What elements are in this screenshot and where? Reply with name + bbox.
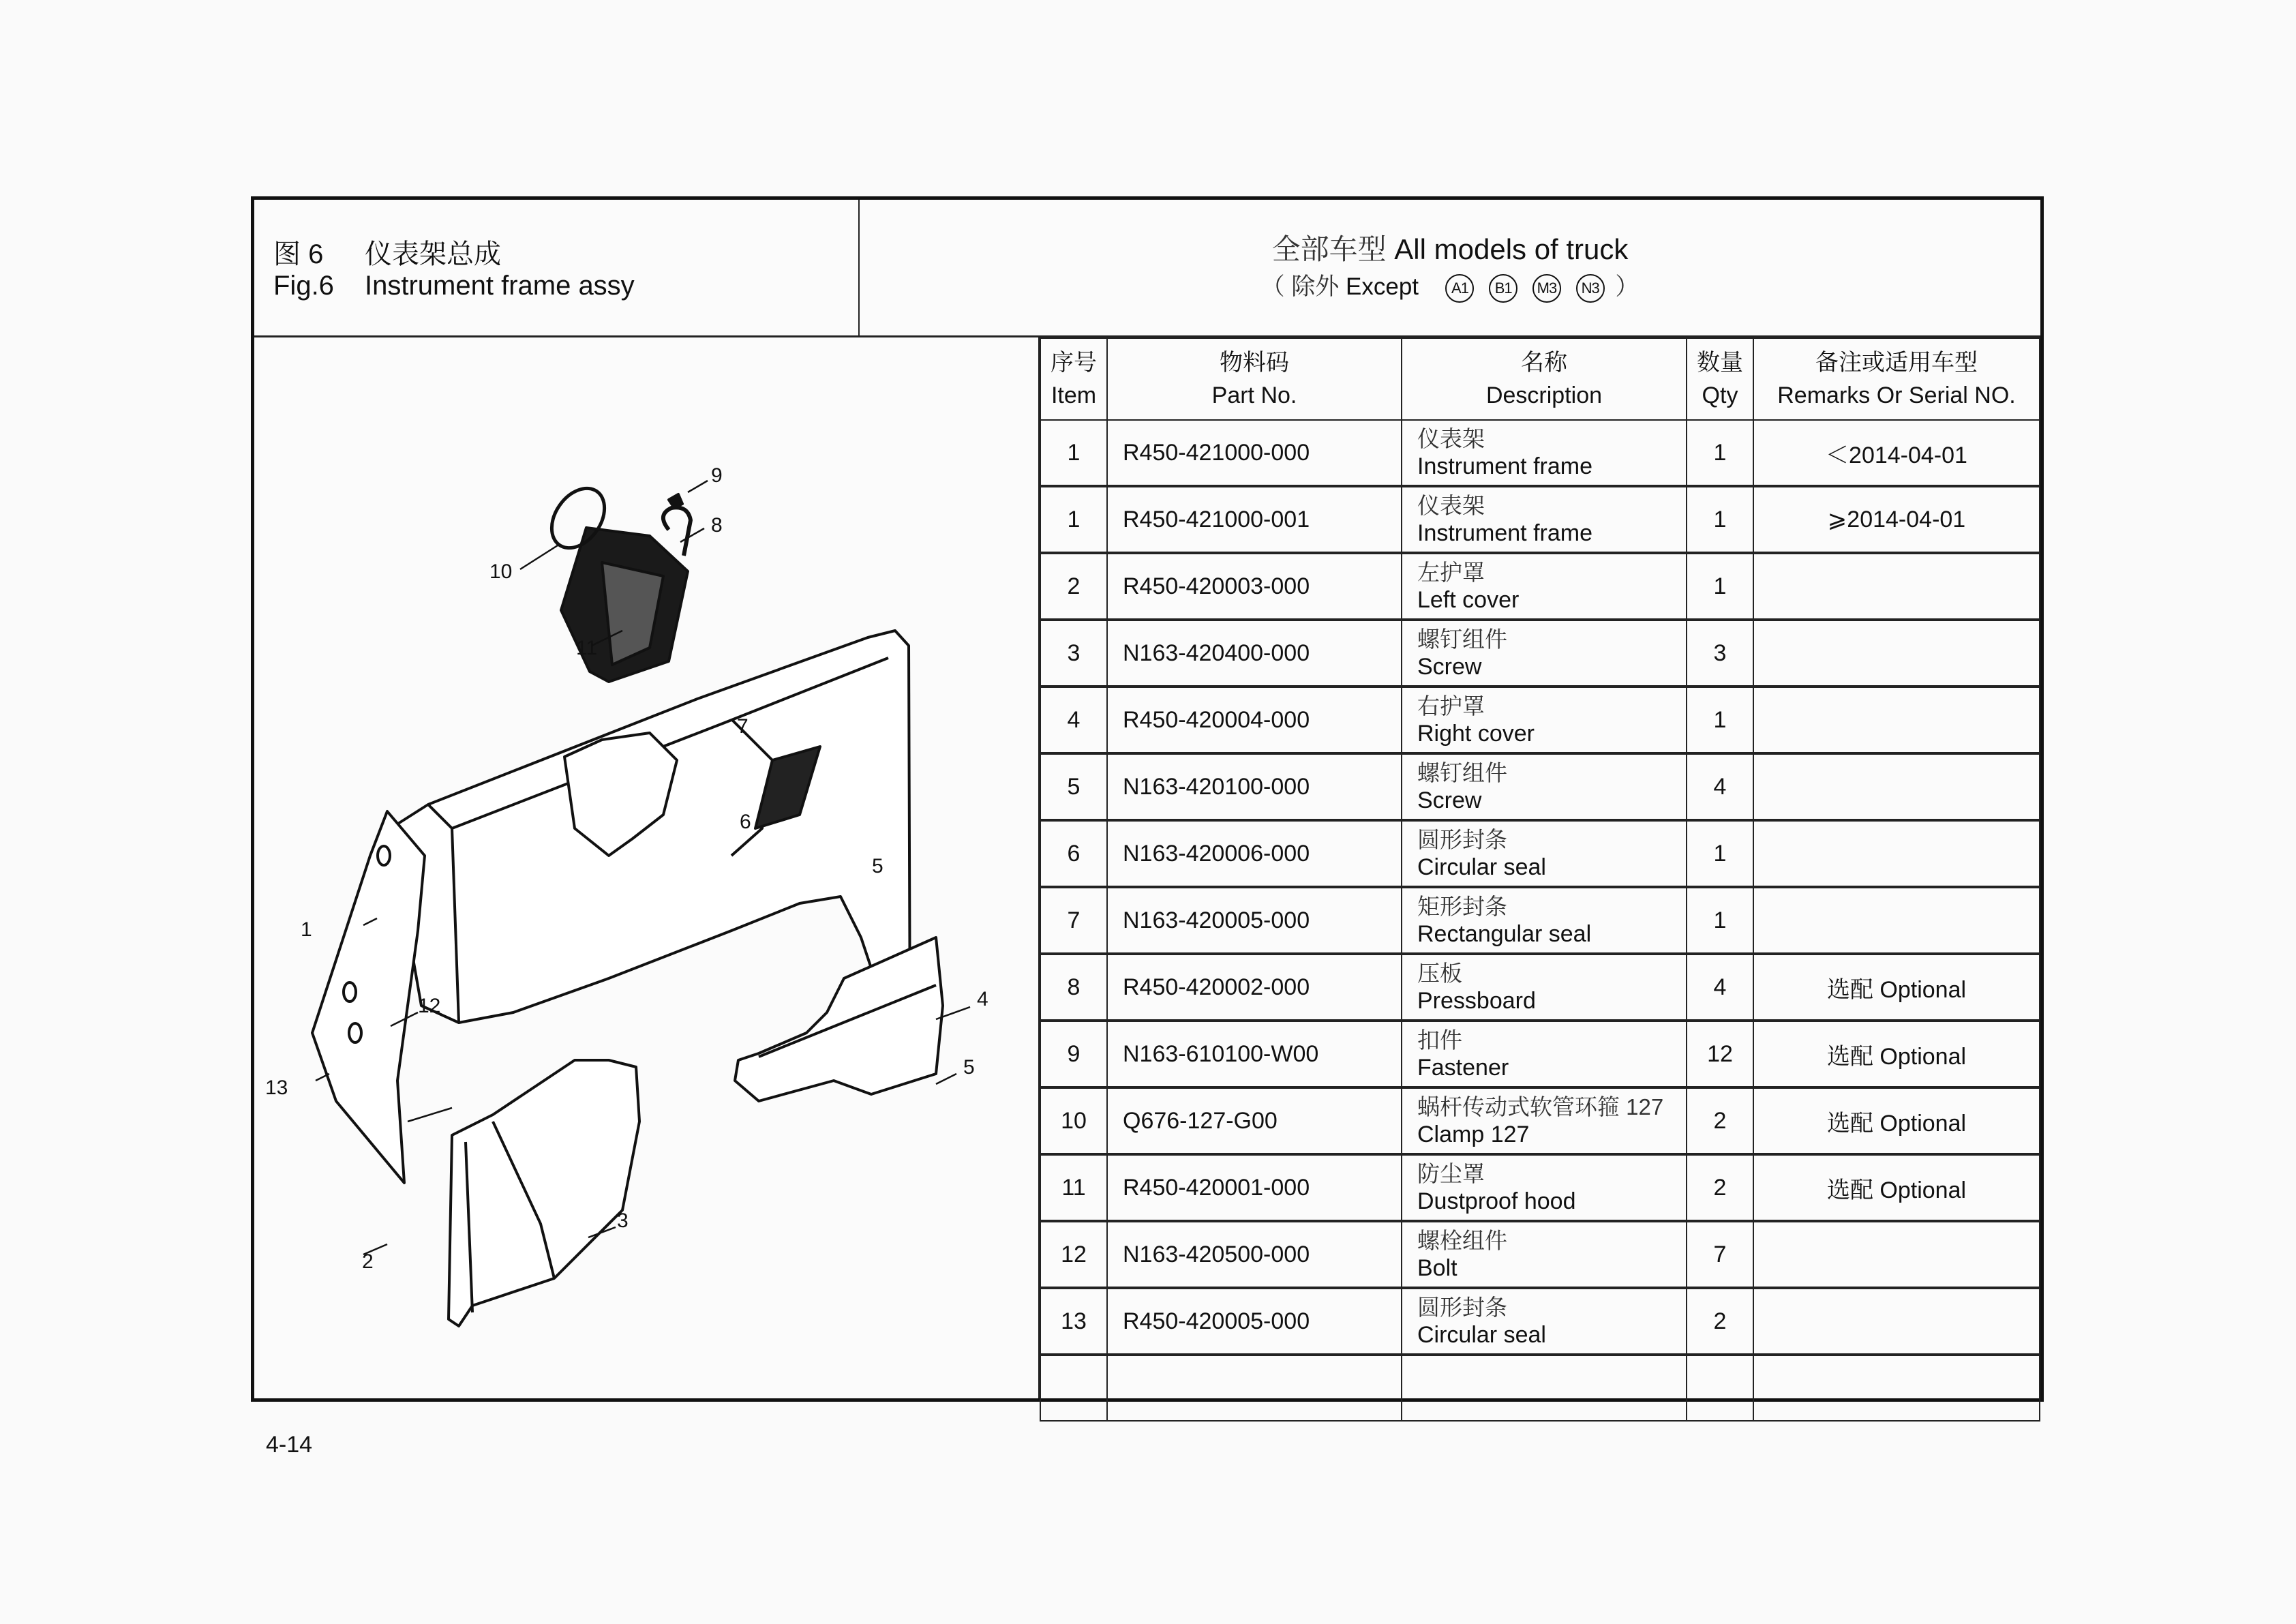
description [1402, 420, 1687, 486]
description-en: Clamp 127 [1417, 1122, 1530, 1147]
remarks: 选配 Optional [1753, 1087, 2040, 1154]
callout-5b: 5 [963, 1056, 975, 1079]
quantity: 1 [1687, 687, 1753, 753]
except-code-badge: N3 [1576, 274, 1605, 303]
page-number: 4-14 [266, 1432, 313, 1458]
description-cn: 螺钉组件 [1417, 627, 1507, 652]
callout-7: 7 [737, 715, 749, 738]
table-row [1040, 1154, 2040, 1221]
part-number: R450-421000-001 [1107, 486, 1402, 553]
part-number: N163-420006-000 [1107, 820, 1402, 887]
table-row [1040, 954, 2040, 1021]
description-cn: 防尘罩 [1417, 1161, 1485, 1186]
description [1402, 820, 1687, 887]
col-header-remarks: 备注或适用车型 Remarks Or Serial NO. [1753, 338, 2040, 420]
item-number: 11 [1040, 1154, 1107, 1221]
callout-8: 8 [711, 514, 723, 537]
description-en: Rectangular seal [1417, 921, 1592, 947]
part-number: R450-420004-000 [1107, 687, 1402, 753]
description [1402, 553, 1687, 620]
remarks [1753, 1221, 2040, 1288]
description-cn: 蜗杆传动式软管环箍 127 [1417, 1094, 1664, 1119]
quantity: 4 [1687, 753, 1753, 820]
quantity: 1 [1687, 553, 1753, 620]
item-number: 2 [1040, 553, 1107, 620]
callout-9: 9 [711, 464, 723, 487]
description-cn: 压板 [1417, 961, 1462, 986]
remarks [1753, 887, 2040, 954]
description [1402, 1288, 1687, 1355]
figure-name-en: Instrument frame assy [365, 271, 635, 301]
description-cn: 螺栓组件 [1417, 1228, 1507, 1253]
instrument-frame-drawing-icon [254, 337, 1037, 1398]
quantity: 1 [1687, 820, 1753, 887]
part-number: Q676-127-G00 [1107, 1087, 1402, 1154]
except-open: （ 除外 [1260, 273, 1346, 300]
callout-10: 10 [489, 560, 513, 583]
empty-table-row [1040, 1355, 2040, 1421]
models-en: All models of truck [1394, 233, 1629, 265]
item-number: 6 [1040, 820, 1107, 887]
models-cn: 全部车型 [1271, 232, 1387, 266]
callout-2: 2 [362, 1250, 374, 1273]
parts-list-table [1040, 337, 2040, 1422]
remarks [1753, 553, 2040, 620]
callout-13: 13 [265, 1077, 288, 1099]
remarks [1753, 687, 2040, 753]
table-row [1040, 1087, 2040, 1154]
quantity: 4 [1687, 954, 1753, 1021]
item-number: 7 [1040, 887, 1107, 954]
remarks: 选配 Optional [1753, 954, 2040, 1021]
description-en: Circular seal [1417, 854, 1546, 880]
table-row [1040, 1221, 2040, 1288]
quantity: 1 [1687, 887, 1753, 954]
excepted-models [860, 268, 2040, 303]
part-number: R450-420003-000 [1107, 553, 1402, 620]
figure-title-cn [273, 232, 501, 271]
part-number: N163-420005-000 [1107, 887, 1402, 954]
description-en: Instrument frame [1417, 453, 1592, 479]
description-en: Pressboard [1417, 988, 1536, 1014]
table-row [1040, 820, 2040, 887]
description-en: Instrument frame [1417, 520, 1592, 546]
description [1402, 486, 1687, 553]
col-header-part-no: 物料码 Part No. [1107, 338, 1402, 420]
item-number: 1 [1040, 486, 1107, 553]
remarks: 选配 Optional [1753, 1154, 2040, 1221]
description-cn: 圆形封条 [1417, 827, 1507, 852]
figure-number-cn: 图 6 [273, 239, 324, 269]
remarks [1753, 620, 2040, 687]
table-row [1040, 1021, 2040, 1087]
remarks [1753, 753, 2040, 820]
description [1402, 753, 1687, 820]
item-number: 1 [1040, 420, 1107, 486]
description [1402, 687, 1687, 753]
description [1402, 1087, 1687, 1154]
description [1402, 620, 1687, 687]
quantity: 1 [1687, 420, 1753, 486]
quantity: 2 [1687, 1288, 1753, 1355]
part-number: N163-420500-000 [1107, 1221, 1402, 1288]
figure-title-en [273, 271, 635, 301]
part-number: R450-420005-000 [1107, 1288, 1402, 1355]
table-row [1040, 553, 2040, 620]
description-en: Dustproof hood [1417, 1188, 1576, 1214]
table-row [1040, 620, 2040, 687]
part-number: N163-420100-000 [1107, 753, 1402, 820]
except-label: Except [1346, 273, 1419, 300]
applicability-block [860, 200, 2040, 337]
remarks: ⩾2014-04-01 [1753, 486, 2040, 553]
callout-3: 3 [617, 1209, 629, 1232]
remarks [1753, 1288, 2040, 1355]
quantity: 2 [1687, 1154, 1753, 1221]
description [1402, 1021, 1687, 1087]
parts-page-frame [251, 196, 2044, 1402]
description-cn: 仪表架 [1417, 493, 1485, 518]
callout-1: 1 [301, 918, 312, 941]
item-number: 4 [1040, 687, 1107, 753]
item-number: 13 [1040, 1288, 1107, 1355]
callout-4: 4 [977, 988, 988, 1010]
item-number: 3 [1040, 620, 1107, 687]
item-number: 9 [1040, 1021, 1107, 1087]
description [1402, 1154, 1687, 1221]
remarks: ＜2014-04-01 [1753, 420, 2040, 486]
callout-5: 5 [872, 855, 883, 877]
table-row [1040, 420, 2040, 486]
table-header-row [1040, 338, 2040, 420]
figure-title-block [254, 200, 860, 337]
description [1402, 954, 1687, 1021]
except-close: ） [1615, 273, 1640, 300]
part-number: N163-420400-000 [1107, 620, 1402, 687]
description-en: Bolt [1417, 1255, 1457, 1281]
quantity: 7 [1687, 1221, 1753, 1288]
table-row [1040, 1288, 2040, 1355]
quantity: 12 [1687, 1021, 1753, 1087]
quantity: 2 [1687, 1087, 1753, 1154]
item-number: 10 [1040, 1087, 1107, 1154]
except-code-badge: B1 [1489, 274, 1517, 303]
col-header-qty: 数量 Qty [1687, 338, 1753, 420]
exploded-parts-diagram [254, 337, 1040, 1398]
figure-number-en: Fig.6 [273, 271, 334, 301]
table-row [1040, 887, 2040, 954]
description-en: Left cover [1417, 587, 1520, 613]
item-number: 8 [1040, 954, 1107, 1021]
description [1402, 1221, 1687, 1288]
remarks [1753, 820, 2040, 887]
quantity: 1 [1687, 486, 1753, 553]
description-cn: 圆形封条 [1417, 1295, 1507, 1320]
applicable-models [860, 227, 2040, 268]
part-number: R450-421000-000 [1107, 420, 1402, 486]
remarks: 选配 Optional [1753, 1021, 2040, 1087]
table-row [1040, 486, 2040, 553]
col-header-item: 序号 Item [1040, 338, 1107, 420]
callout-6: 6 [740, 811, 751, 833]
description-cn: 矩形封条 [1417, 894, 1507, 919]
description-cn: 螺钉组件 [1417, 760, 1507, 785]
description-en: Screw [1417, 787, 1482, 813]
table-row [1040, 753, 2040, 820]
figure-name-cn: 仪表架总成 [365, 239, 501, 269]
col-header-description: 名称 Description [1402, 338, 1687, 420]
description-en: Right cover [1417, 721, 1535, 747]
item-number: 5 [1040, 753, 1107, 820]
part-number: R450-420002-000 [1107, 954, 1402, 1021]
description-cn: 仪表架 [1417, 426, 1485, 451]
description-cn: 右护罩 [1417, 693, 1485, 719]
part-number: R450-420001-000 [1107, 1154, 1402, 1221]
description-en: Circular seal [1417, 1322, 1546, 1348]
part-number: N163-610100-W00 [1107, 1021, 1402, 1087]
except-code-badge: A1 [1445, 274, 1474, 303]
description-cn: 左护罩 [1417, 560, 1485, 585]
callout-11: 11 [576, 637, 598, 659]
description-en: Screw [1417, 654, 1482, 680]
description [1402, 887, 1687, 954]
callout-12: 12 [418, 995, 441, 1017]
item-number: 12 [1040, 1221, 1107, 1288]
quantity: 3 [1687, 620, 1753, 687]
table-row [1040, 687, 2040, 753]
description-en: Fastener [1417, 1055, 1509, 1081]
description-cn: 扣件 [1417, 1027, 1462, 1053]
except-code-badge: M3 [1532, 274, 1561, 303]
